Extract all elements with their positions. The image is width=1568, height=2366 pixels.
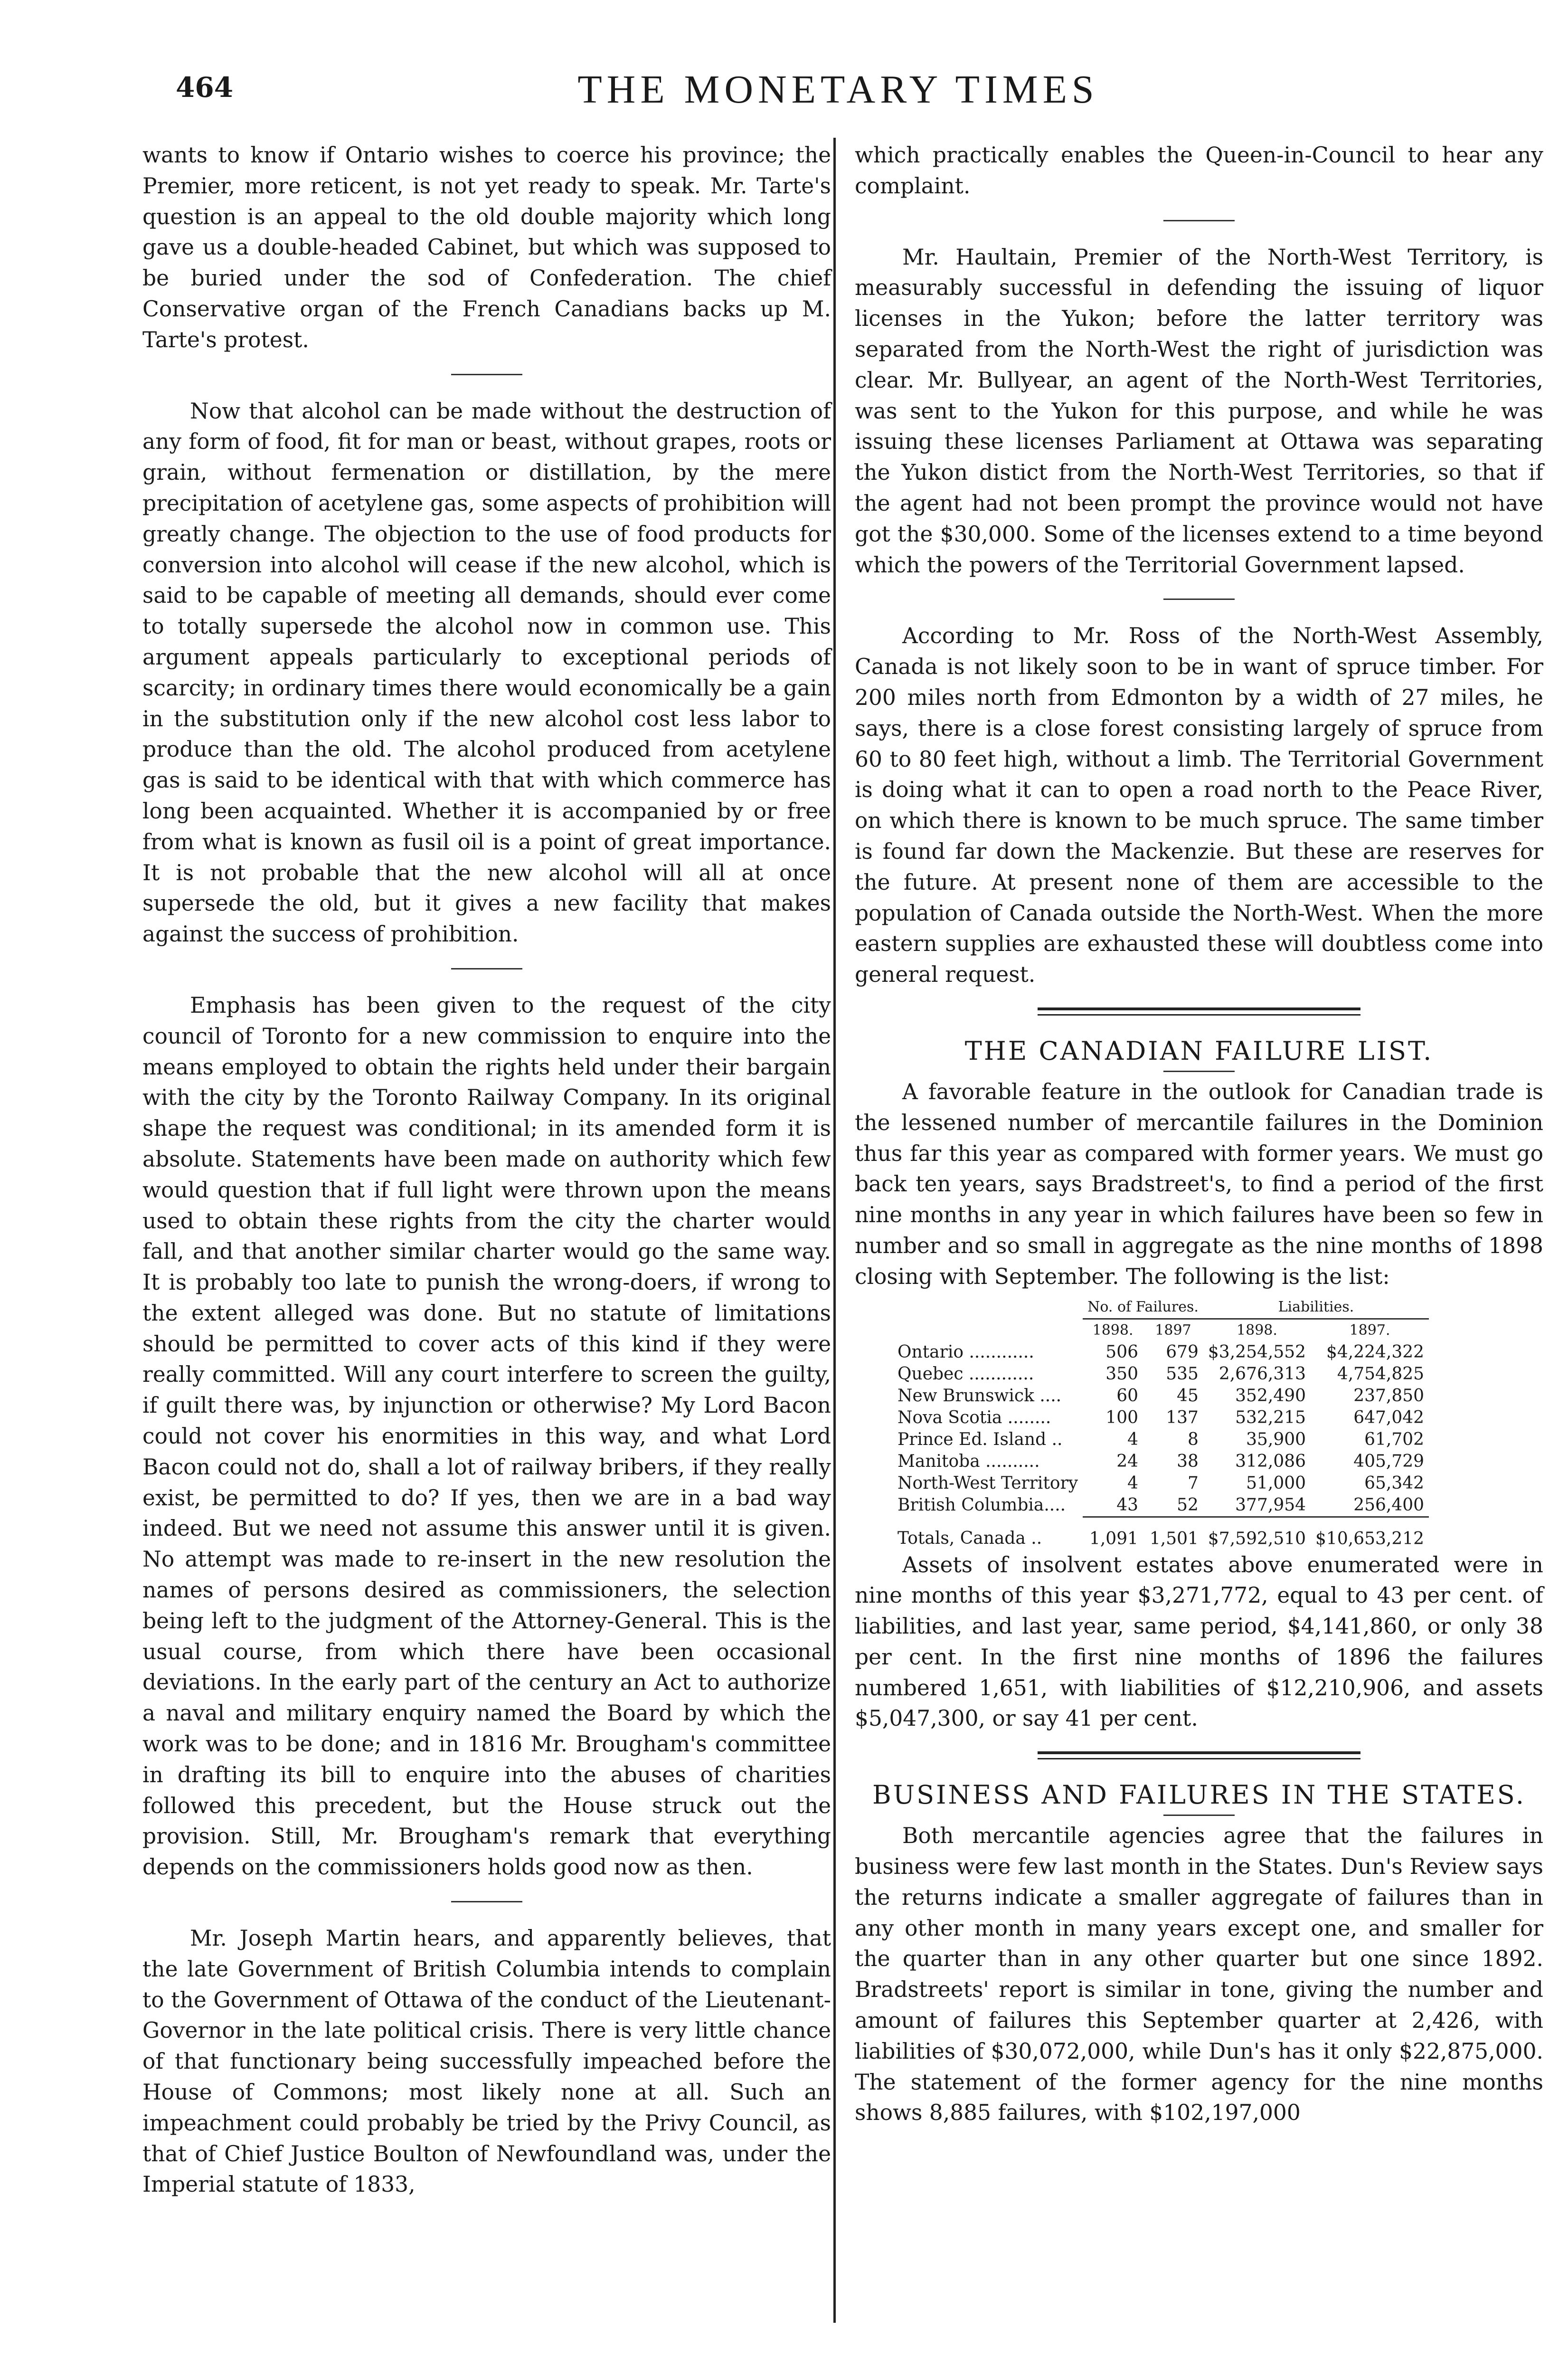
table-cell: 352,490 — [1235, 1386, 1306, 1406]
table-cell: 679 — [1166, 1342, 1199, 1362]
table-cell: 2,676,313 — [1219, 1364, 1306, 1384]
table-cell: 1,091 — [1089, 1529, 1139, 1549]
paragraph-toronto-railway: Emphasis has been given to the request of the city council of Toronto for a new commission to enquire into the means employed to obtain the rights held under their bargain with the city by the Toronto Railway Company. In its original shape the request was conditional; in its amended form it is absolute. Statements have been made on authority which few would question that if full light were thrown upon the means used to obtain these rights from the city the charter would fall, and that another similar charter would go the same way. It is probably too late to punish the wrong-doers, if wrong to the extent alleged was done. But no statute of limitations should be permitted to cover acts of this kind if they were really committed. Will any court interfere to screen the guilty, if guilt there was, by injunction or otherwise? My Lord Bacon could not cover his enormities in this way, and what Lord Bacon could not do, shall a lot of railway bribers, if they really exist, be permitted to do? If yes, then we are in a bad way indeed. But we need not assume this answer until it is given. No attempt was made to re-insert in the new resolution the names of persons desired as commissioners, the selection being left to the judgment of the Attorney-General. This is the usual course, from which there have been occasional deviations. In the early part of the century an Act to authorize a naval and military enquiry named the Board by which the work was to be done; and in 1816 Mr. Brougham's committee in drafting its bill to enquire into the abuses of charities followed this precedent, but the House struck out the provision. Still, Mr. Brougham's remark that everything depends on the commissioners holds good now as then. — [142, 992, 831, 1880]
table-cell: 51,000 — [1246, 1473, 1306, 1493]
table-province: Nova Scotia ........ — [897, 1407, 1051, 1427]
table-cell: 35,900 — [1246, 1429, 1306, 1449]
table-row — [893, 1363, 1429, 1385]
table-province: British Columbia.... — [897, 1495, 1066, 1515]
paragraph-joseph-martin: Mr. Joseph Martin hears, and apparently believes, that the late Government of British Columbia intends to complain to the Government of Ottawa of the conduct of the Lieutenant-Governor in the late political crisis. There is very little chance of that functionary being successfully impeached before the House of Commons; most likely none at all. Such an impeachment could probably be tried by the Privy Council, as that of Chief Justice Boulton of Newfoundland was, under the Imperial statute of 1833, — [142, 1926, 831, 2197]
table-cell: 100 — [1105, 1407, 1139, 1427]
paragraph-spruce-timber: According to Mr. Ross of the North-West Assembly, Canada is not likely soon to be in want of spruce timber. For 200 miles north from Edmonton by a width of 27 miles, he says, there is a close forest consisting largely of spruce from 60 to 80 feet high, without a limb. The Territorial Government is doing what it can to open a road north to the Peace River, on which there is known to be much spruce. The same timber is found far down the Mackenzie. But these are reserves for the future. At present none of them are accessible to the population of Canada outside the North-West. When the more eastern supplies are exhausted these will doubtless come into general request. — [855, 623, 1543, 988]
table-cell: 532,215 — [1235, 1407, 1306, 1427]
section-rule — [1163, 599, 1235, 600]
heading-canadian-failure-list: THE CANADIAN FAILURE LIST. — [964, 1036, 1434, 1066]
table-cell: 312,086 — [1235, 1451, 1306, 1471]
table-group-failures: No. of Failures. — [1087, 1298, 1199, 1315]
table-cell: 4 — [1127, 1473, 1139, 1493]
table-province: Manitoba .......... — [897, 1451, 1040, 1471]
publication-title: THE MONETARY TIMES — [577, 67, 1099, 112]
section-rule — [1163, 1071, 1235, 1072]
masthead — [138, 67, 1539, 128]
table-province: Quebec ............ — [897, 1364, 1034, 1384]
table-cell: $4,224,322 — [1326, 1342, 1425, 1362]
table-cell: 137 — [1166, 1407, 1199, 1427]
table-cell: 4 — [1127, 1429, 1139, 1449]
table-cell: 535 — [1166, 1364, 1199, 1384]
table-cell: $10,653,212 — [1315, 1529, 1425, 1549]
table-province: New Brunswick .... — [897, 1386, 1062, 1406]
table-cell: 61,702 — [1364, 1429, 1425, 1449]
table-total-label: Totals, Canada .. — [897, 1528, 1042, 1548]
table-province: North-West Territory — [897, 1473, 1078, 1493]
table-province: Prince Ed. Island .. — [897, 1429, 1063, 1449]
heading-business-failures-states: BUSINESS AND FAILURES IN THE STATES. — [872, 1780, 1526, 1810]
table-cell: $7,592,510 — [1208, 1529, 1306, 1549]
section-rule — [1163, 220, 1235, 221]
table-cell: $3,254,552 — [1208, 1342, 1306, 1362]
paragraph-insolvent-assets: Assets of insolvent estates above enumerated were in nine months of this year $3,271,772, equal to 43 per cent. of liabilities, and last year, same period, $4,141,860, or only 38 per cent. In the first nine months of 1896 the failures numbered 1,651, with liabilities of $12,210,906, and assets $5,047,300, or say 41 per cent. — [855, 1552, 1543, 1731]
table-year-header: 1897 — [1143, 1319, 1203, 1341]
paragraph-haultain: Mr. Haultain, Premier of the North-West Territory, is measurably successful in defending the issuing of liquor licenses in the Yukon; before the latter territory was separated from the North-West the right of jurisdiction was clear. Mr. Bullyear, an agent of the North-West Territories, was sent to the Yukon for this purpose, and while he was issuing these licenses Parliament at Ottawa was separating the Yukon distict from the North-West Territories, so that if the agent had not been prompt the province would not have got the $30,000. Some of the licenses extend to a time beyond which the powers of the Territorial Government lapsed. — [855, 244, 1543, 578]
table-row — [893, 1407, 1429, 1429]
table-row — [893, 1429, 1429, 1451]
table-row — [893, 1494, 1429, 1517]
table-cell: 8 — [1188, 1429, 1199, 1449]
paragraph-failure-intro: A favorable feature in the outlook for Canadian trade is the lessened number of mercantile failures in the Dominion thus far this year as compared with former years. We must go back ten years, says Bradstreet's, to find a period of the first nine months in any year in which failures have been so few in number and so small in aggregate as the nine months of 1898 closing with September. The following is the list: — [855, 1079, 1543, 1289]
left-column — [142, 140, 831, 2200]
table-cell: 38 — [1177, 1451, 1199, 1471]
table-row — [893, 1341, 1429, 1363]
table-cell: 506 — [1105, 1342, 1139, 1362]
table-cell: 237,850 — [1353, 1386, 1425, 1406]
table-total-row — [893, 1517, 1429, 1550]
table-cell: 405,729 — [1353, 1451, 1425, 1471]
table-cell: 43 — [1083, 1494, 1143, 1517]
right-column — [855, 140, 1543, 2128]
paragraph-mercantile-agencies: Both mercantile agencies agree that the failures in business were few last month in the States. Dun's Review says the returns indicate a smaller aggregate of failures than in any other month in many years except one, and smaller for the quarter than in any other quarter but one since 1892. Bradstreets' report is similar in tone, giving the number and amount of failures this September quarter at 2,426, with liabilities of $30,072,000, while Dun's has it only $22,875,000. The statement of the former agency for the nine months shows 8,885 failures, with $102,197,000 — [855, 1823, 1543, 2126]
failure-table — [893, 1296, 1429, 1550]
section-rule — [451, 968, 522, 969]
table-cell: 256,400 — [1311, 1494, 1429, 1517]
section-double-rule — [1038, 1751, 1360, 1759]
table-province: Ontario ............ — [897, 1342, 1034, 1362]
paragraph-alcohol-acetylene: Now that alcohol can be made without the destruction of any form of food, fit for man or beast, without grapes, roots or grain, without fermenation or distillation, by the mere precipitation of acetylene gas, some aspects of prohibition will greatly change. The objection to the use of food products for conversion into alcohol will cease if the new alcohol, which is said to be capable of meeting all demands, should ever come to totally supersede the alcohol now in common use. This argument appeals particularly to exceptional periods of scarcity; in ordinary times there would economically be a gain in the substitution only if the new alcohol cost less labor to produce than the old. The alcohol produced from acetylene gas is said to be identical with that with which commerce has long been acquainted. Whether it is accompanied by or free from what is known as fusil oil is a point of great importance. It is not probable that the new alcohol will all at once supersede the old, but it gives a new facility that makes against the success of prohibition. — [142, 398, 831, 947]
table-cell: 350 — [1105, 1364, 1139, 1384]
table-year-header: 1898. — [1203, 1319, 1311, 1341]
page-number: 464 — [176, 71, 234, 104]
table-row — [893, 1385, 1429, 1407]
table-cell: 377,954 — [1203, 1494, 1311, 1517]
table-cell: 65,342 — [1364, 1473, 1425, 1493]
column-divider — [833, 138, 836, 2323]
table-row — [893, 1451, 1429, 1473]
table-cell: 7 — [1188, 1473, 1199, 1493]
table-year-header: 1897. — [1311, 1319, 1429, 1341]
table-row — [893, 1473, 1429, 1494]
table-cell: 4,754,825 — [1337, 1364, 1425, 1384]
section-rule — [451, 374, 522, 375]
paragraph-tarte-question: wants to know if Ontario wishes to coerce his province; the Premier, more reticent, is not yet ready to speak. Mr. Tarte's question is an appeal to the old double majority which long gave us a double-headed Cabinet, but which was supposed to be buried under the sod of Confederation. The chief Conservative organ of the French Canadians backs up M. Tarte's protest. — [142, 143, 831, 352]
table-cell: 24 — [1116, 1451, 1139, 1471]
section-double-rule — [1038, 1007, 1360, 1016]
table-cell: 60 — [1116, 1386, 1139, 1406]
table-year-header: 1898. — [1083, 1319, 1143, 1341]
section-rule — [451, 1901, 522, 1902]
table-cell: 45 — [1177, 1386, 1199, 1406]
section-rule — [1163, 1815, 1235, 1816]
table-cell: 647,042 — [1353, 1407, 1425, 1427]
table-cell: 52 — [1143, 1494, 1203, 1517]
table-group-liabilities: Liabilities. — [1278, 1298, 1354, 1315]
table-cell: 1,501 — [1149, 1529, 1199, 1549]
paragraph-queen-in-council: which practically enables the Queen-in-Council to hear any complaint. — [855, 143, 1543, 199]
